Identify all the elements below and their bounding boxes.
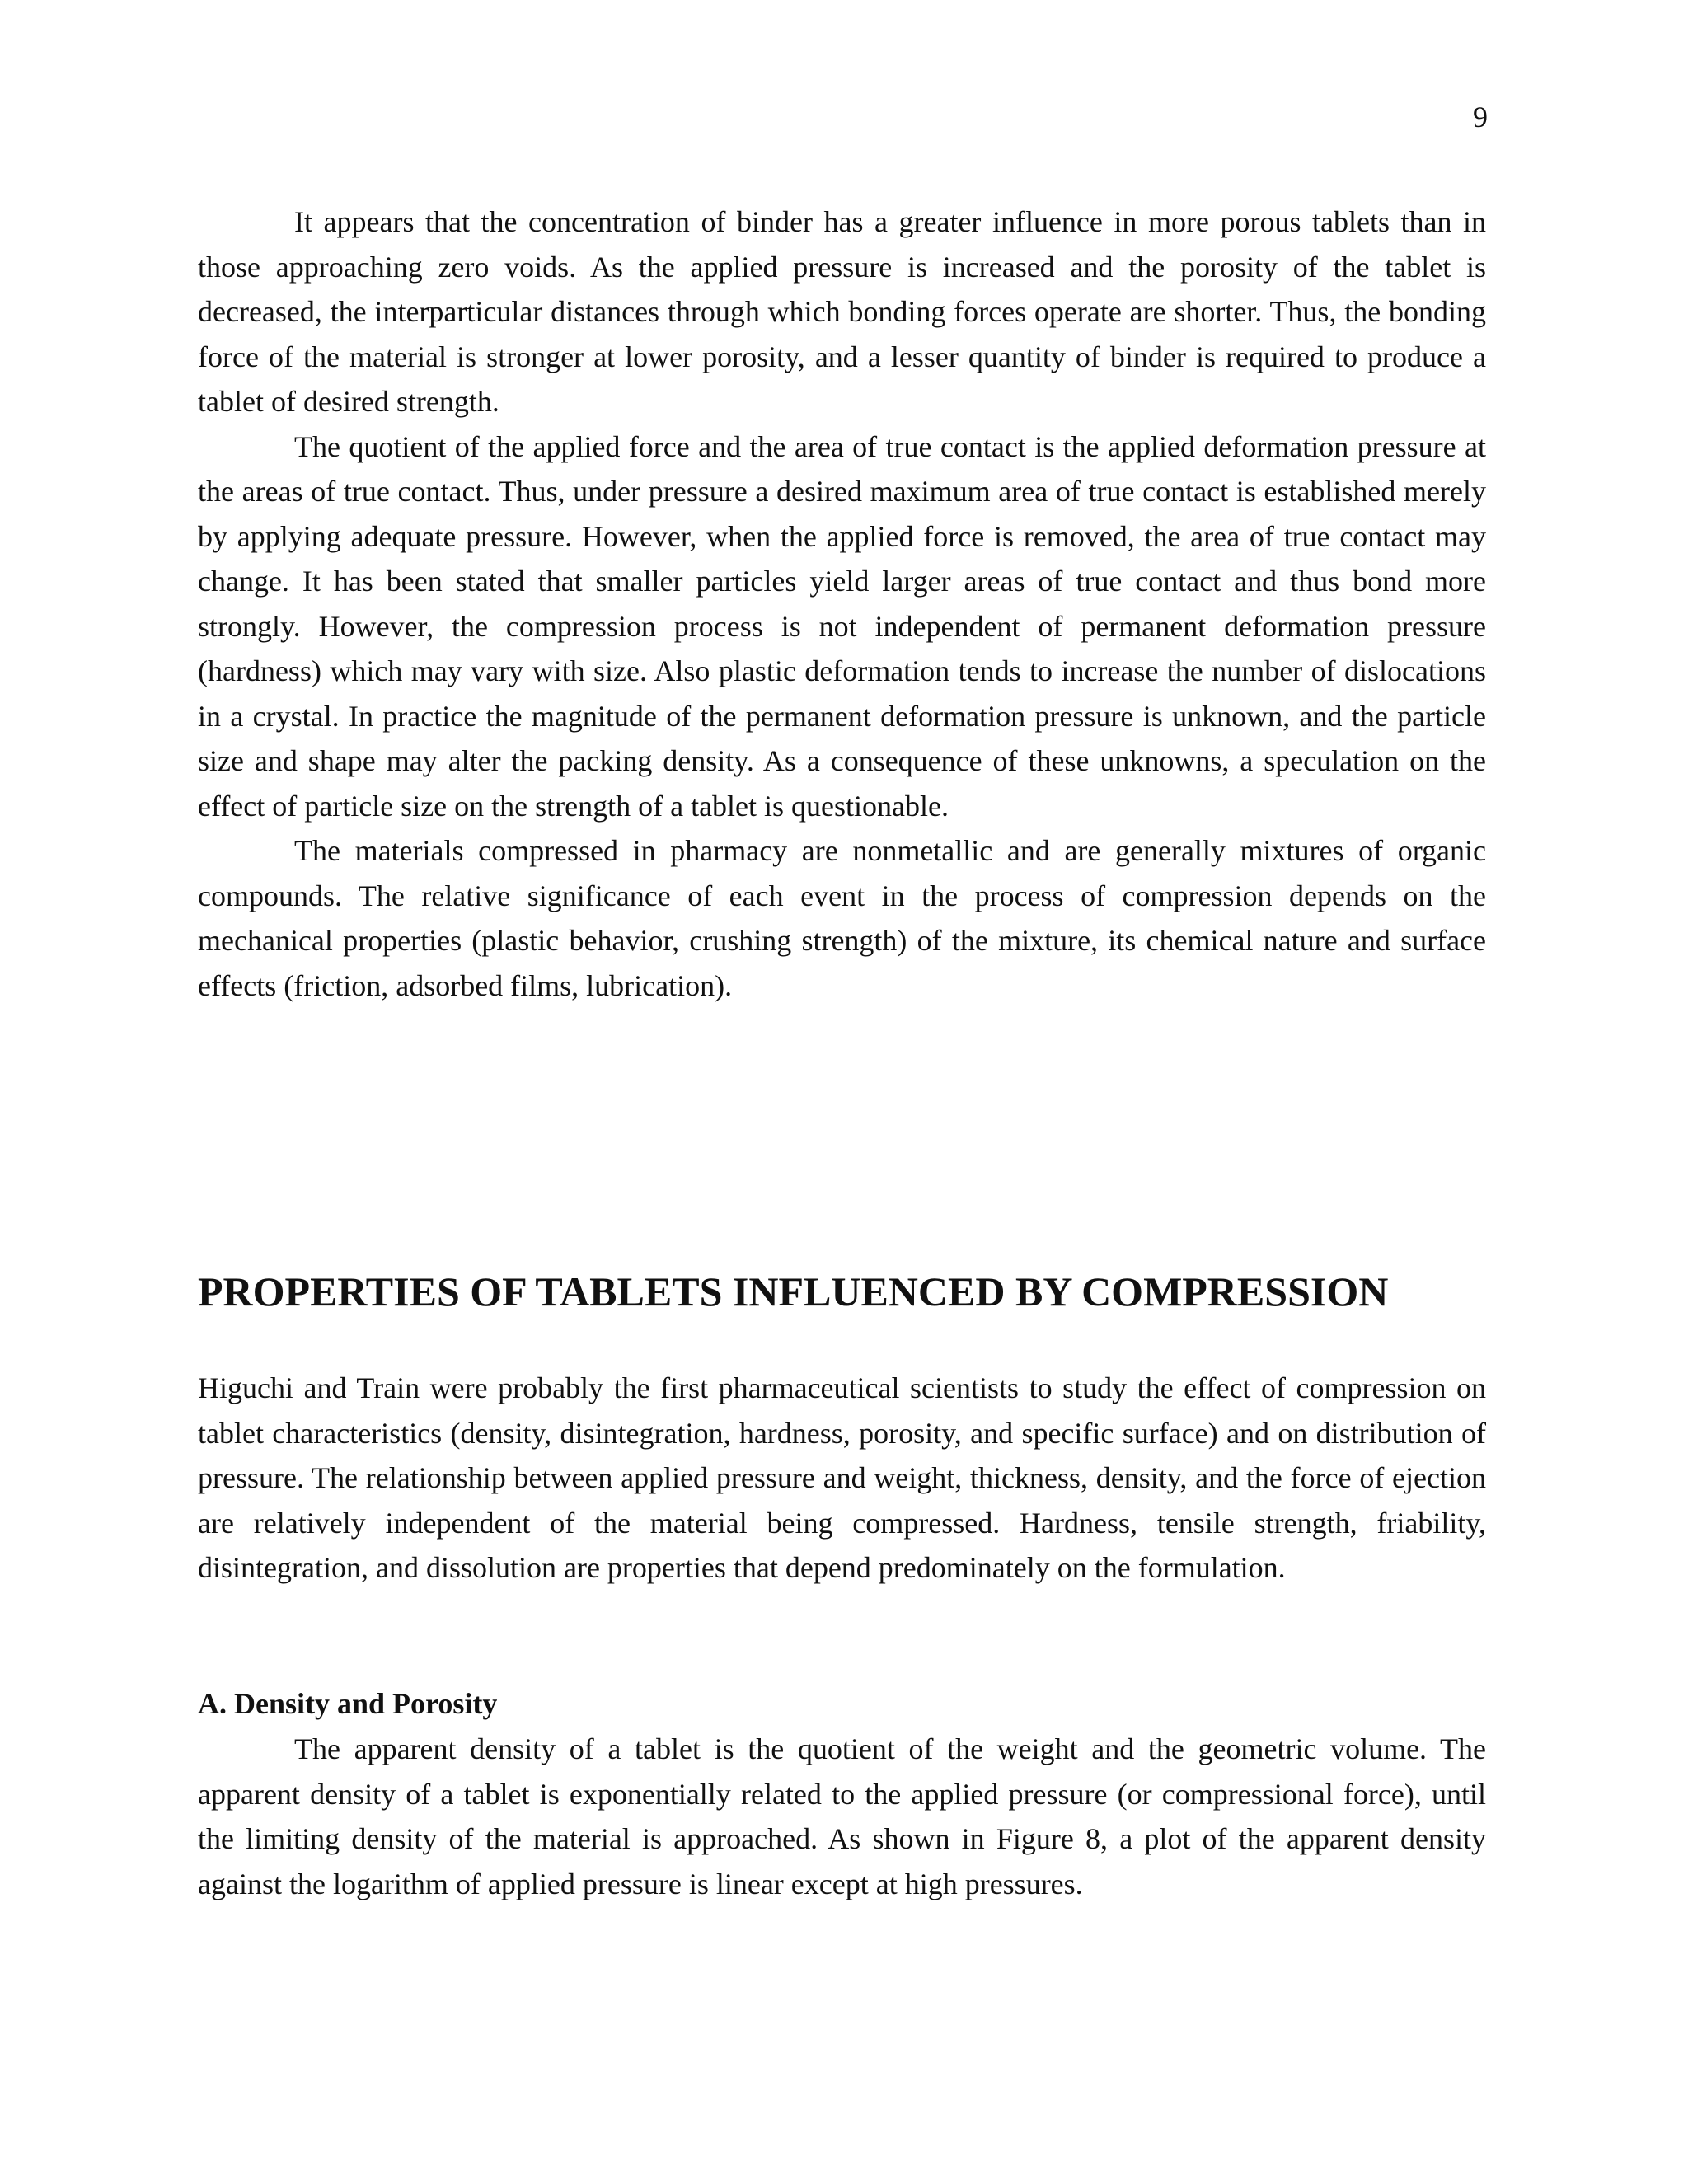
section-heading: PROPERTIES OF TABLETS INFLUENCED BY COMPRESSION	[198, 1268, 1389, 1315]
section-intro	[198, 1366, 1486, 1591]
paragraph-binder-concentration: It appears that the concentration of binder has a greater influence in more porous tablets than in those approaching zero voids. As the applied pressure is increased and the porosity of the tablet is decreased, the interparticular distances through which bonding forces operate are shorter. Thus, the bonding force of the material is stronger at lower porosity, and a lesser quantity of binder is required to produce a tablet of desired strength.	[198, 205, 1486, 418]
paragraph-higuchi-train: Higuchi and Train were probably the first pharmaceutical scientists to study the effect of compression on tablet characteristics (density, disintegration, hardness, porosity, and specific surface) and on distribution of pressure. The relationship between applied pressure and weight, thickness, density, and the force of ejection are relatively independent of the material being compressed. Hardness, tensile strength, friability, disintegration, and dissolution are properties that depend predominately on the formulation.	[198, 1371, 1486, 1584]
paragraph-apparent-density: The apparent density of a tablet is the quotient of the weight and the geometric volume. The apparent density of a tablet is exponentially related to the applied pressure (or compressional force), until the limiting density of the material is approached. As shown in Figure 8, a plot of the apparent density against the logarithm of applied pressure is linear except at high pressures.	[198, 1732, 1486, 1900]
subsection-body	[198, 1727, 1486, 1906]
body-text-top	[198, 199, 1486, 1008]
paragraph-materials-compressed: The materials compressed in pharmacy are nonmetallic and are generally mixtures of organic compounds. The relative significance of each event in the process of compression depends on the mechanical properties (plastic behavior, crushing strength) of the mixture, its chemical nature and surface effects (friction, adsorbed films, lubrication).	[198, 834, 1486, 1002]
paragraph-true-contact: The quotient of the applied force and the area of true contact is the applied deformation pressure at the areas of true contact. Thus, under pressure a desired maximum area of true contact is established merely by applying adequate pressure. However, when the applied force is removed, the area of true contact may change. It has been stated that smaller particles yield larger areas of true contact and thus bond more strongly. However, the compression process is not independent of permanent deformation pressure (hardness) which may vary with size. Also plastic deformation tends to increase the number of dislocations in a crystal. In practice the magnitude of the permanent deformation pressure is unknown, and the particle size and shape may alter the packing density. As a consequence of these unknowns, a speculation on the effect of particle size on the strength of a tablet is questionable.	[198, 429, 1486, 823]
page-number: 9	[1473, 101, 1488, 134]
subsection-heading: A. Density and Porosity	[198, 1687, 498, 1720]
